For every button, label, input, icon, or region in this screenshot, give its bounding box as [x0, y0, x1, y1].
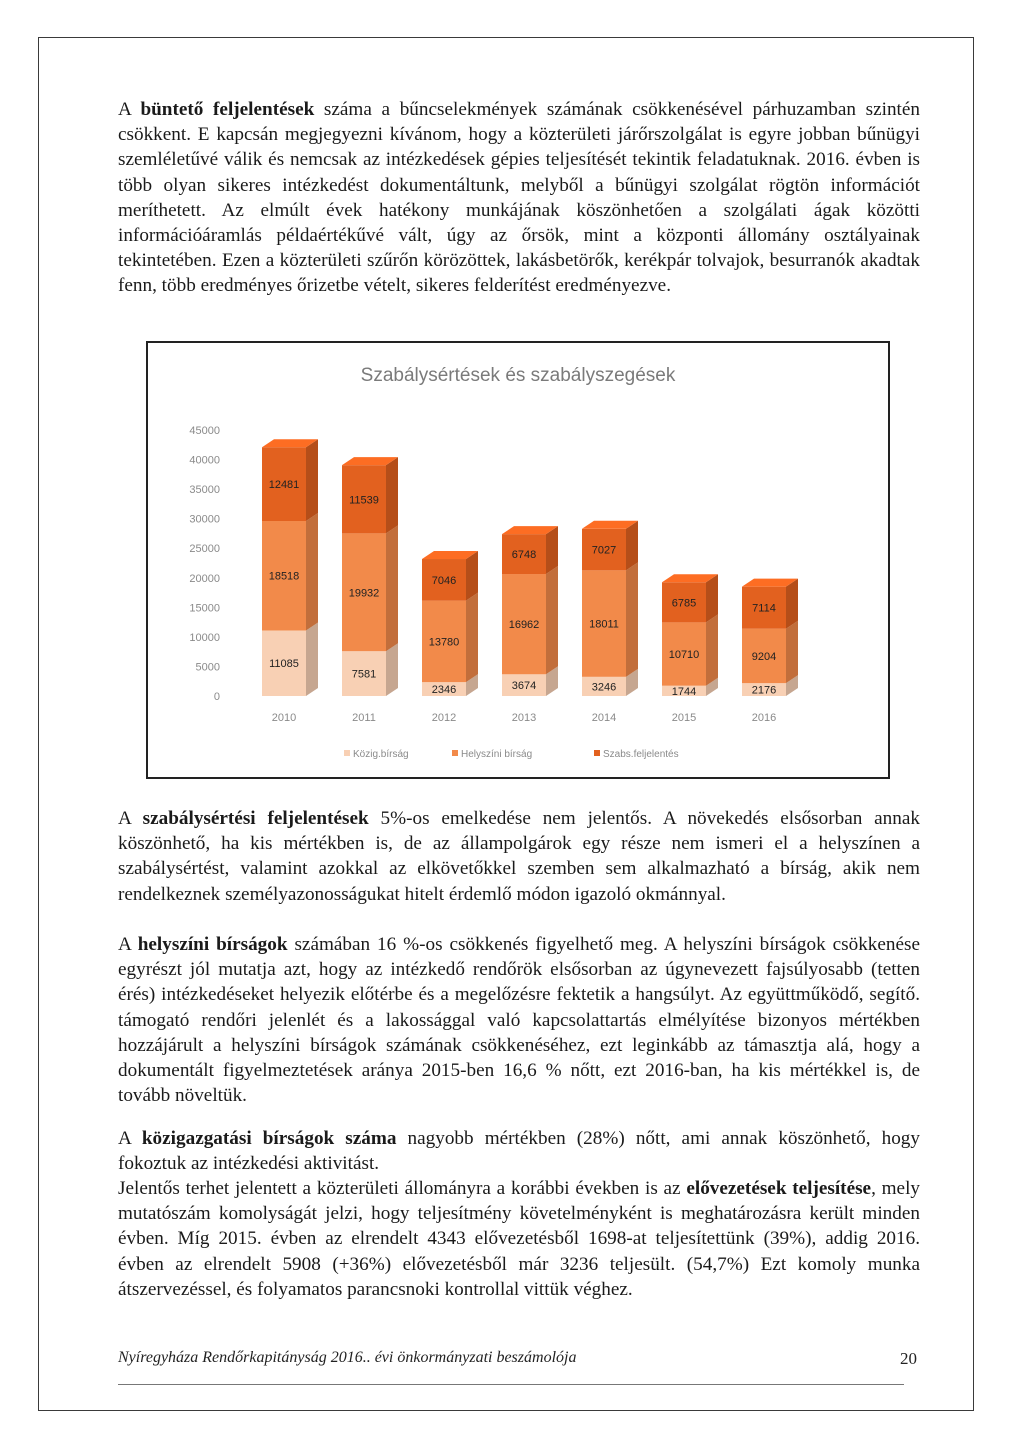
x-tick-label: 2013: [511, 712, 537, 724]
bar-value-label: 1744: [671, 685, 697, 698]
legend-label: Helyszíni bírság: [461, 749, 533, 760]
bar-segment-side: [386, 525, 398, 651]
bar-value-label: 10710: [668, 649, 700, 662]
bar-value-label: 7581: [351, 668, 377, 681]
legend-label: Közig.bírság: [353, 749, 409, 760]
bar-segment-side: [706, 574, 718, 622]
y-tick-label: 30000: [189, 513, 220, 526]
bar-segment-side: [626, 562, 638, 676]
legend-swatch: [452, 750, 458, 756]
legend-swatch: [344, 750, 350, 756]
paragraph-kozigazgatasi-birsagok: A közigazgatási bírságok száma nagyobb mértékben (28%) nőtt, ami annak köszönhető, hogy fokoztuk az intézkedési aktivitást.: [118, 1128, 920, 1175]
paragraph-buntetio-feljelentesek: A büntető feljelentések száma a bűncselekmények számának csökkenésével párhuzamban szintén csökkent. E kapcsán megjegyezni kívánom, hogy a közterületi járőrszolgálat is egyre jobban bűnügyi szemléletűvé válik és nemcsak az intézkedések gépies teljesítését tekintik feladatuknak. 2016. évben is több olyan sikeres intézkedést dokumentáltunk, melyből a bűnügyi szolgálat rögtön információt meríthetett. Az elmúlt évek hatékony munkájának köszönhetően a szolgálati ágak közötti információáramlás példaértékűvé vált, úgy az őrsök, mint a központi állomány osztályainak tekintetében. Ezen a közterületi szűrőn körözöttek, lakásbetörők, kerékpár tolvajok, besurranók akadtak fenn, több eredményes őrizetbe vételt, sikeres felderítést eredményezve.: [118, 99, 920, 297]
paragraph-elovezetesek: Jelentős terhet jelentett a közterületi állományra a korábbi években is az elővezetések teljesítése, mely mutatószám komolyságát jelzi, hogy teljesítmény követelményként is meghatározásra került minden évben. Míg 2015. évben az elrendelt 4343 elővezetésből 1698-at teljesítettünk (39%), addig 2016. évben az elrendelt 5908 (+36%) elővezetésből már 3236 teljesült. (54,7%) Ezt komoly munka átszervezéssel, és folyamatos parancsnoki kontrollal vittük véghez.: [118, 1178, 920, 1300]
bar-value-label: 11539: [349, 494, 379, 507]
y-tick-label: 45000: [189, 425, 220, 437]
bar-value-label: 2176: [751, 684, 777, 697]
legend-label: Szabs.feljelentés: [603, 749, 679, 760]
bar-segment-side: [786, 579, 798, 629]
x-tick-label: 2010: [271, 712, 297, 724]
y-tick-label: 5000: [195, 661, 220, 674]
bar-value-label: 16962: [508, 619, 540, 632]
bar-chart: [148, 343, 888, 777]
y-tick-label: 40000: [189, 454, 220, 467]
chart-container: [146, 341, 890, 779]
bar-segment-side: [466, 593, 478, 682]
bar-value-label: 2346: [431, 684, 457, 697]
bar-value-label: 7027: [591, 544, 617, 557]
bar-segment-side: [306, 513, 318, 630]
bar-value-label: 11085: [269, 658, 299, 671]
bar-value-label: 6748: [511, 549, 537, 562]
bar-value-label: 13780: [428, 636, 460, 649]
y-tick-label: 15000: [189, 602, 220, 615]
x-tick-label: 2014: [591, 712, 617, 724]
footer-rule: [118, 1384, 904, 1385]
bar-value-label: 19932: [348, 587, 380, 600]
y-tick-label: 35000: [189, 484, 220, 497]
bar-segment-side: [786, 621, 798, 683]
x-tick-label: 2015: [671, 712, 697, 724]
bar-value-label: 3674: [511, 680, 537, 693]
paragraph-szabalysertesi-feljelentesek: A szabálysértési feljelentések 5%-os emelkedése nem jelentős. A növekedés elsősorban annak köszönhető, ha kis mértékben is, de az állampolgárok egy része nem ismeri el a helyszínen a szabálysértést, valamint azokkal az elkövetőkkel szemben sem alkalmazható a bírság, akik nem rendelkeznek személyazonosságukat hitelt érdemlő módon igazoló okmánnyal.: [118, 808, 920, 905]
x-tick-label: 2016: [751, 712, 777, 724]
bar-value-label: 3246: [591, 681, 617, 694]
bar-value-label: 7046: [431, 574, 457, 587]
x-tick-label: 2012: [431, 712, 457, 724]
bar-value-label: 12481: [268, 479, 300, 492]
bar-value-label: 9204: [751, 650, 777, 663]
y-tick-label: 20000: [189, 572, 220, 585]
bar-value-label: 18518: [268, 570, 300, 583]
bar-segment-side: [706, 614, 718, 685]
y-tick-label: 0: [213, 691, 220, 703]
page-number: 20: [900, 1349, 917, 1368]
bar-value-label: 7114: [752, 602, 776, 615]
bar-segment-side: [466, 551, 478, 601]
chart-title: Szabálysértések és szabályszegések: [360, 365, 676, 386]
x-tick-label: 2011: [352, 712, 376, 724]
bar-value-label: 6785: [671, 597, 697, 610]
y-tick-label: 10000: [189, 631, 220, 644]
y-tick-label: 25000: [189, 543, 220, 556]
paragraph-helyszini-birsagok: A helyszíni bírságok számában 16 %-os csökkenés figyelhető meg. A helyszíni bírságok csökkenése egyrészt jól mutatja azt, hogy az intézkedő rendőrök elsősorban az úgynevezett fajsúlyosabb (tetten érés) intézkedéseket helyezik előtérbe és a megelőzésre fektetik a hangsúlyt. Az együttműködő, segítő. támogató rendőri jelenlét és a lakossággal való kapcsolattartás elmélyítése bizonyos mértékben hozzájárult a helyszíni bírságok számának csökkenéséhez, ezt leginkább az támasztja alá, hogy a dokumentált figyelmeztetések aránya 2015-ben 16,6 % nőtt, ezt 2016-ban, ha kis mértékkel is, de tovább növeltük.: [118, 934, 920, 1107]
bar-segment-side: [626, 521, 638, 571]
bar-segment-side: [306, 439, 318, 521]
bar-segment-side: [386, 457, 398, 533]
bar-segment-side: [306, 622, 318, 696]
bar-segment-side: [386, 643, 398, 696]
footer-title: Nyíregyháza Rendőrkapitányság 2016.. évi önkormányzati beszámolója: [118, 1349, 577, 1366]
bar-value-label: 18011: [589, 618, 619, 631]
bar-segment-side: [546, 526, 558, 574]
bar-segment-side: [546, 566, 558, 674]
legend-swatch: [594, 750, 600, 756]
